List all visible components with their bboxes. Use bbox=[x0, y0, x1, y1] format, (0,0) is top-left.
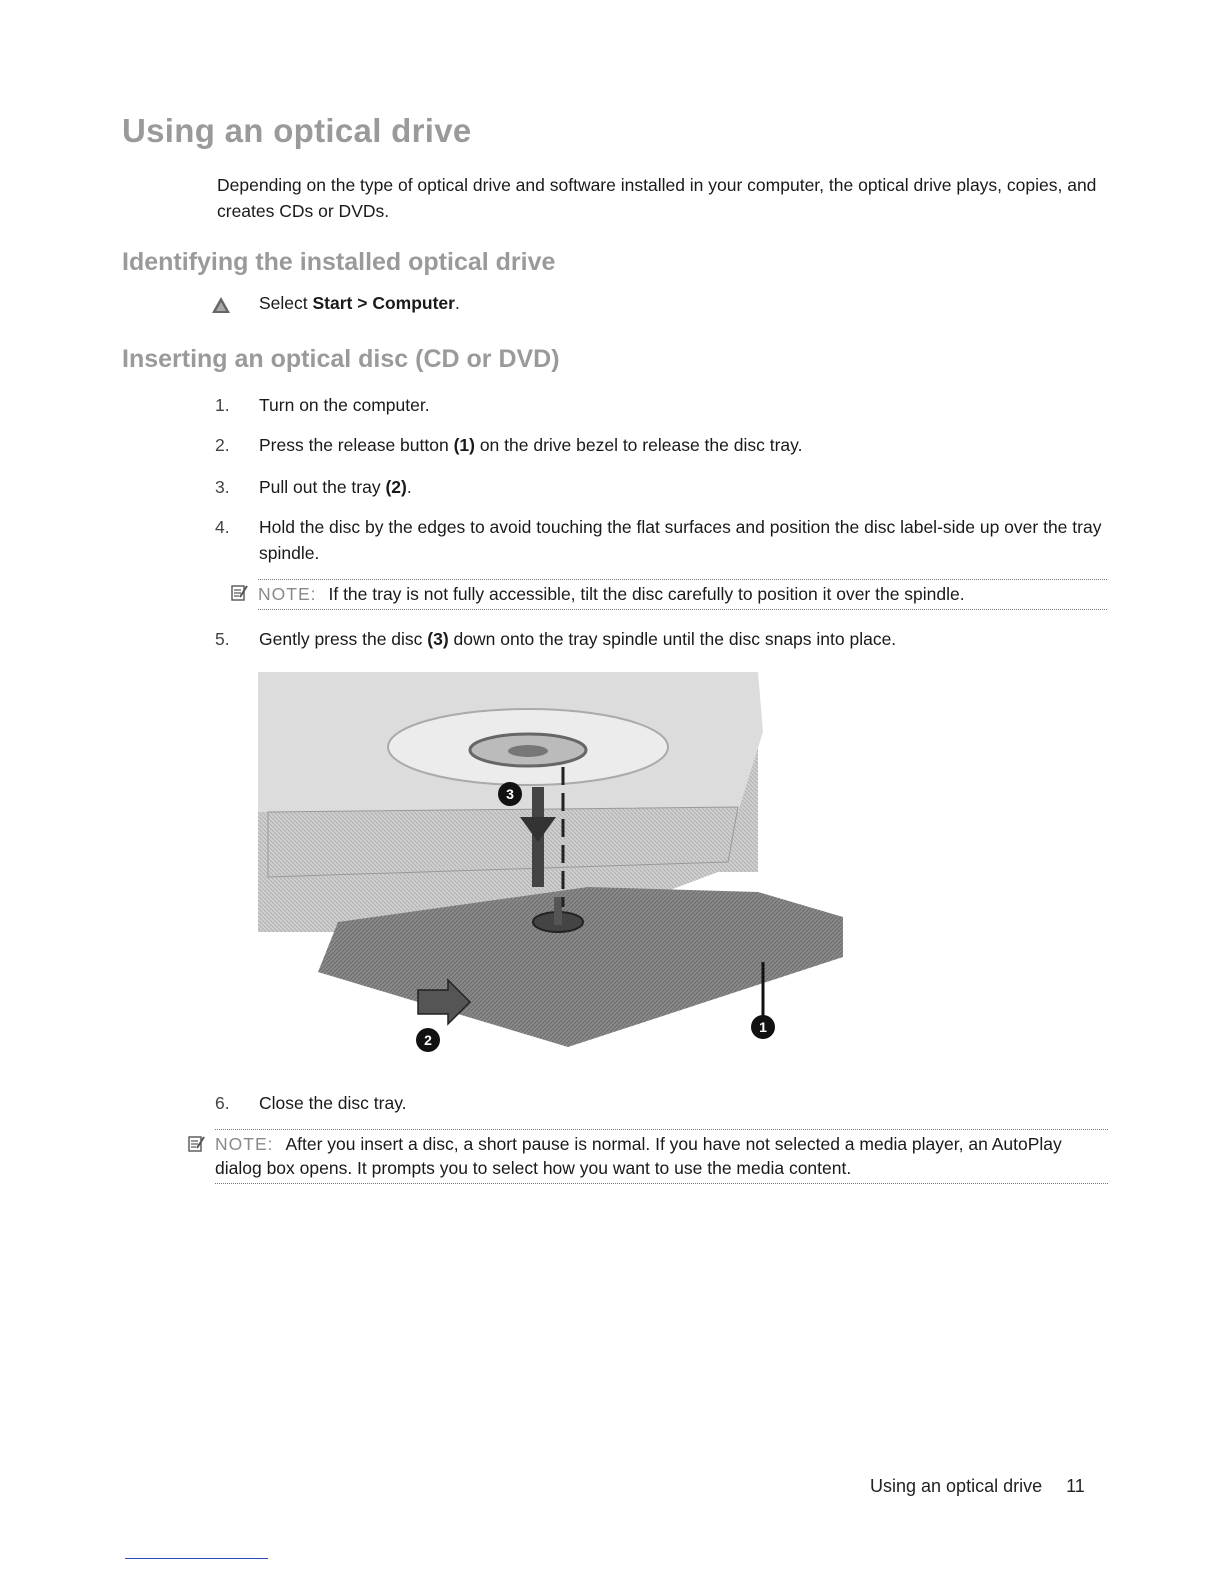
callout-3: 3 bbox=[506, 786, 514, 802]
page-footer bbox=[870, 1476, 1085, 1497]
callout-2: 2 bbox=[424, 1032, 432, 1048]
start-computer-path: Start > Computer bbox=[312, 293, 455, 313]
note-tray-accessible: NOTE: If the tray is not fully accessible, tilt the disc carefully to position it over the spindle. bbox=[258, 579, 1107, 610]
callout-1: 1 bbox=[759, 1019, 767, 1035]
note-icon bbox=[231, 584, 249, 602]
page-title: Using an optical drive bbox=[122, 112, 472, 149]
note-autoplay: NOTE: After you insert a disc, a short pause is normal. If you have not selected a media player, an AutoPlay dialog box opens. It prompts you to select how you want to use the media content. bbox=[215, 1129, 1108, 1184]
note-label: NOTE: bbox=[258, 584, 317, 604]
section-title-identifying: Identifying the installed optical drive bbox=[122, 248, 556, 276]
intro-paragraph: Depending on the type of optical drive and software installed in your computer, the optical drive plays, copies, and creates CDs or DVDs. bbox=[217, 175, 1097, 221]
footer-title: Using an optical drive bbox=[870, 1476, 1043, 1496]
note-label: NOTE: bbox=[215, 1134, 274, 1154]
page-number: 11 bbox=[1066, 1476, 1085, 1496]
select-start-computer-step: Select Start > Computer. bbox=[259, 293, 460, 313]
note-icon bbox=[188, 1135, 206, 1153]
optical-drive-figure bbox=[258, 672, 854, 1062]
section-title-inserting: Inserting an optical disc (CD or DVD) bbox=[122, 345, 560, 373]
triangle-bullet-icon bbox=[211, 295, 231, 315]
footer-rule bbox=[125, 1558, 268, 1559]
